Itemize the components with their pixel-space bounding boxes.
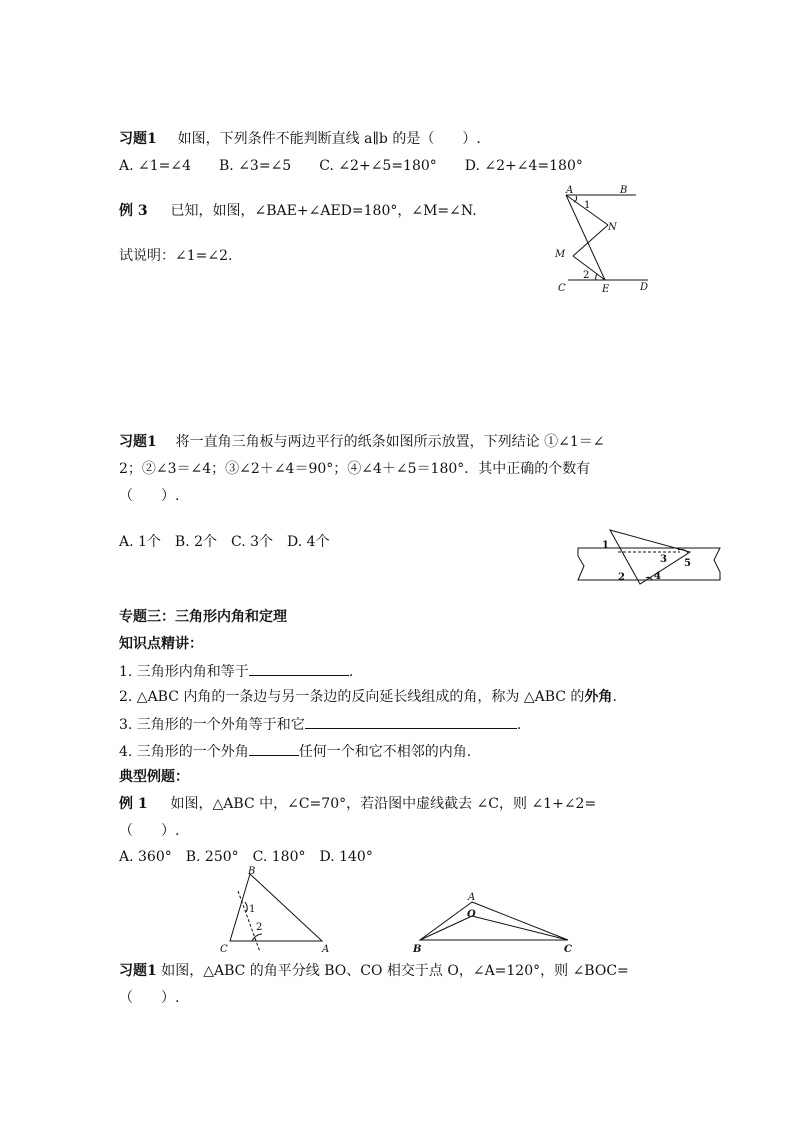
fig1-label-b: B [620,185,628,196]
fig1-label-a: A [566,185,574,196]
figure-angle-bisectors [410,890,580,960]
fig4-label-c: C [564,944,572,955]
fig1-label-1: 1 [584,200,591,211]
fig1-label-c: C [558,283,566,294]
fig3-label-a: A [322,944,330,955]
ex1-label: 例 1 [119,796,148,812]
fig4-label-o: O [467,909,476,920]
knowledge-item-1-text: 1. 三角形内角和等于 [119,664,249,680]
topic3-title: 专题三：三角形内角和定理 [119,609,287,625]
fig4-label-a: A [468,892,476,903]
fig3-label-c: C [220,944,228,955]
fig1-label-e: E [602,284,610,295]
q2-label: 习题1 [119,434,157,450]
ex1-options: A. 360° B. 250° C. 180° D. 140° [119,849,373,865]
fig1-label-m: M [555,249,566,260]
exterior-angle-term: 外角 [584,689,613,705]
q2-text-2: 2；②∠3＝∠4；③∠2＋∠4＝90°；④∠4＋∠5＝180°．其中正确的个数有 [119,461,591,477]
fig1-label-d: D [640,282,649,293]
q1-text: 如图，下列条件不能判断直线 a∥b 的是（ ）. [177,131,481,147]
answer-blank[interactable] [249,661,349,676]
q3-text: 如图，△ABC 的角平分线 BO、CO 相交于点 O，∠A=120°，则 ∠BOC= [161,963,629,979]
fig3-label-2: 2 [256,922,263,933]
knowledge-item-3-text: 3. 三角形的一个外角等于和它 [119,717,305,733]
answer-blank[interactable] [305,714,517,729]
knowledge-item-1-end: . [348,664,354,680]
ex3-text: 已知，如图，∠BAE+∠AED=180°，∠M=∠N. [170,203,477,219]
q2-options: A. 1个 B. 2个 C. 3个 D. 4个 [119,534,330,550]
fig3-label-1: 1 [249,904,256,915]
ex1-text: 如图，△ABC 中，∠C=70°，若沿图中虚线截去 ∠C，则 ∠1+∠2= [170,796,597,812]
q2-text-3: （ ）. [119,488,180,504]
q3-line [119,961,629,981]
knowledge-item-4-text: 4. 三角形的一个外角 [119,744,249,760]
q1-label: 习题1 [119,131,157,147]
ex1-blank: （ ）. [119,823,180,839]
fig2-label-5: 5 [684,558,691,569]
knowledge-item-2-end: . [612,689,617,705]
q2-text-1: 将一直角三角板与两边平行的纸条如图所示放置，下列结论 ①∠1＝∠ [175,434,605,450]
ex1-line [119,794,596,814]
fig3-label-b: B [248,866,256,877]
ex3-prove: 试说明：∠1=∠2. [119,248,233,264]
knowledge-item-2 [119,687,617,707]
ex3-line [119,201,477,221]
ex3-label: 例 3 [119,203,148,219]
fig2-label-2: 2 [618,572,625,583]
fig2-label-4: 4 [654,571,661,582]
q1-options: A. ∠1=∠4 B. ∠3=∠5 C. ∠2+∠5=180° D. ∠2+∠4=180° [119,158,583,174]
q3-blank: （ ）. [119,990,180,1006]
knowledge-item-1 [119,661,353,682]
fig2-label-3: 3 [660,554,667,565]
knowledge-item-2-text: 2. △ABC 内角的一条边与另一条边的反向延长线组成的角，称为 △ABC 的 [119,689,585,705]
fig2-label-1: 1 [602,540,609,551]
figure-cut-triangle [216,866,336,956]
knowledge-item-4-end: 任何一个和它不相邻的内角. [298,744,472,760]
answer-blank[interactable] [249,741,299,756]
fig4-label-b: B [413,944,422,955]
knowledge-item-3 [119,714,521,735]
q3-label: 习题1 [119,963,157,979]
figure-triangle-on-strip [574,528,724,588]
q1-line [119,129,481,149]
fig1-label-2: 2 [583,270,590,281]
knowledge-item-3-end: . [516,717,522,733]
figure-parallel-lines [552,184,662,294]
fig1-label-n: N [608,222,617,233]
knowledge-item-4 [119,741,471,762]
typical-examples-heading: 典型例题： [119,769,189,785]
knowledge-heading: 知识点精讲： [119,636,203,652]
q2-line-1 [119,432,604,452]
